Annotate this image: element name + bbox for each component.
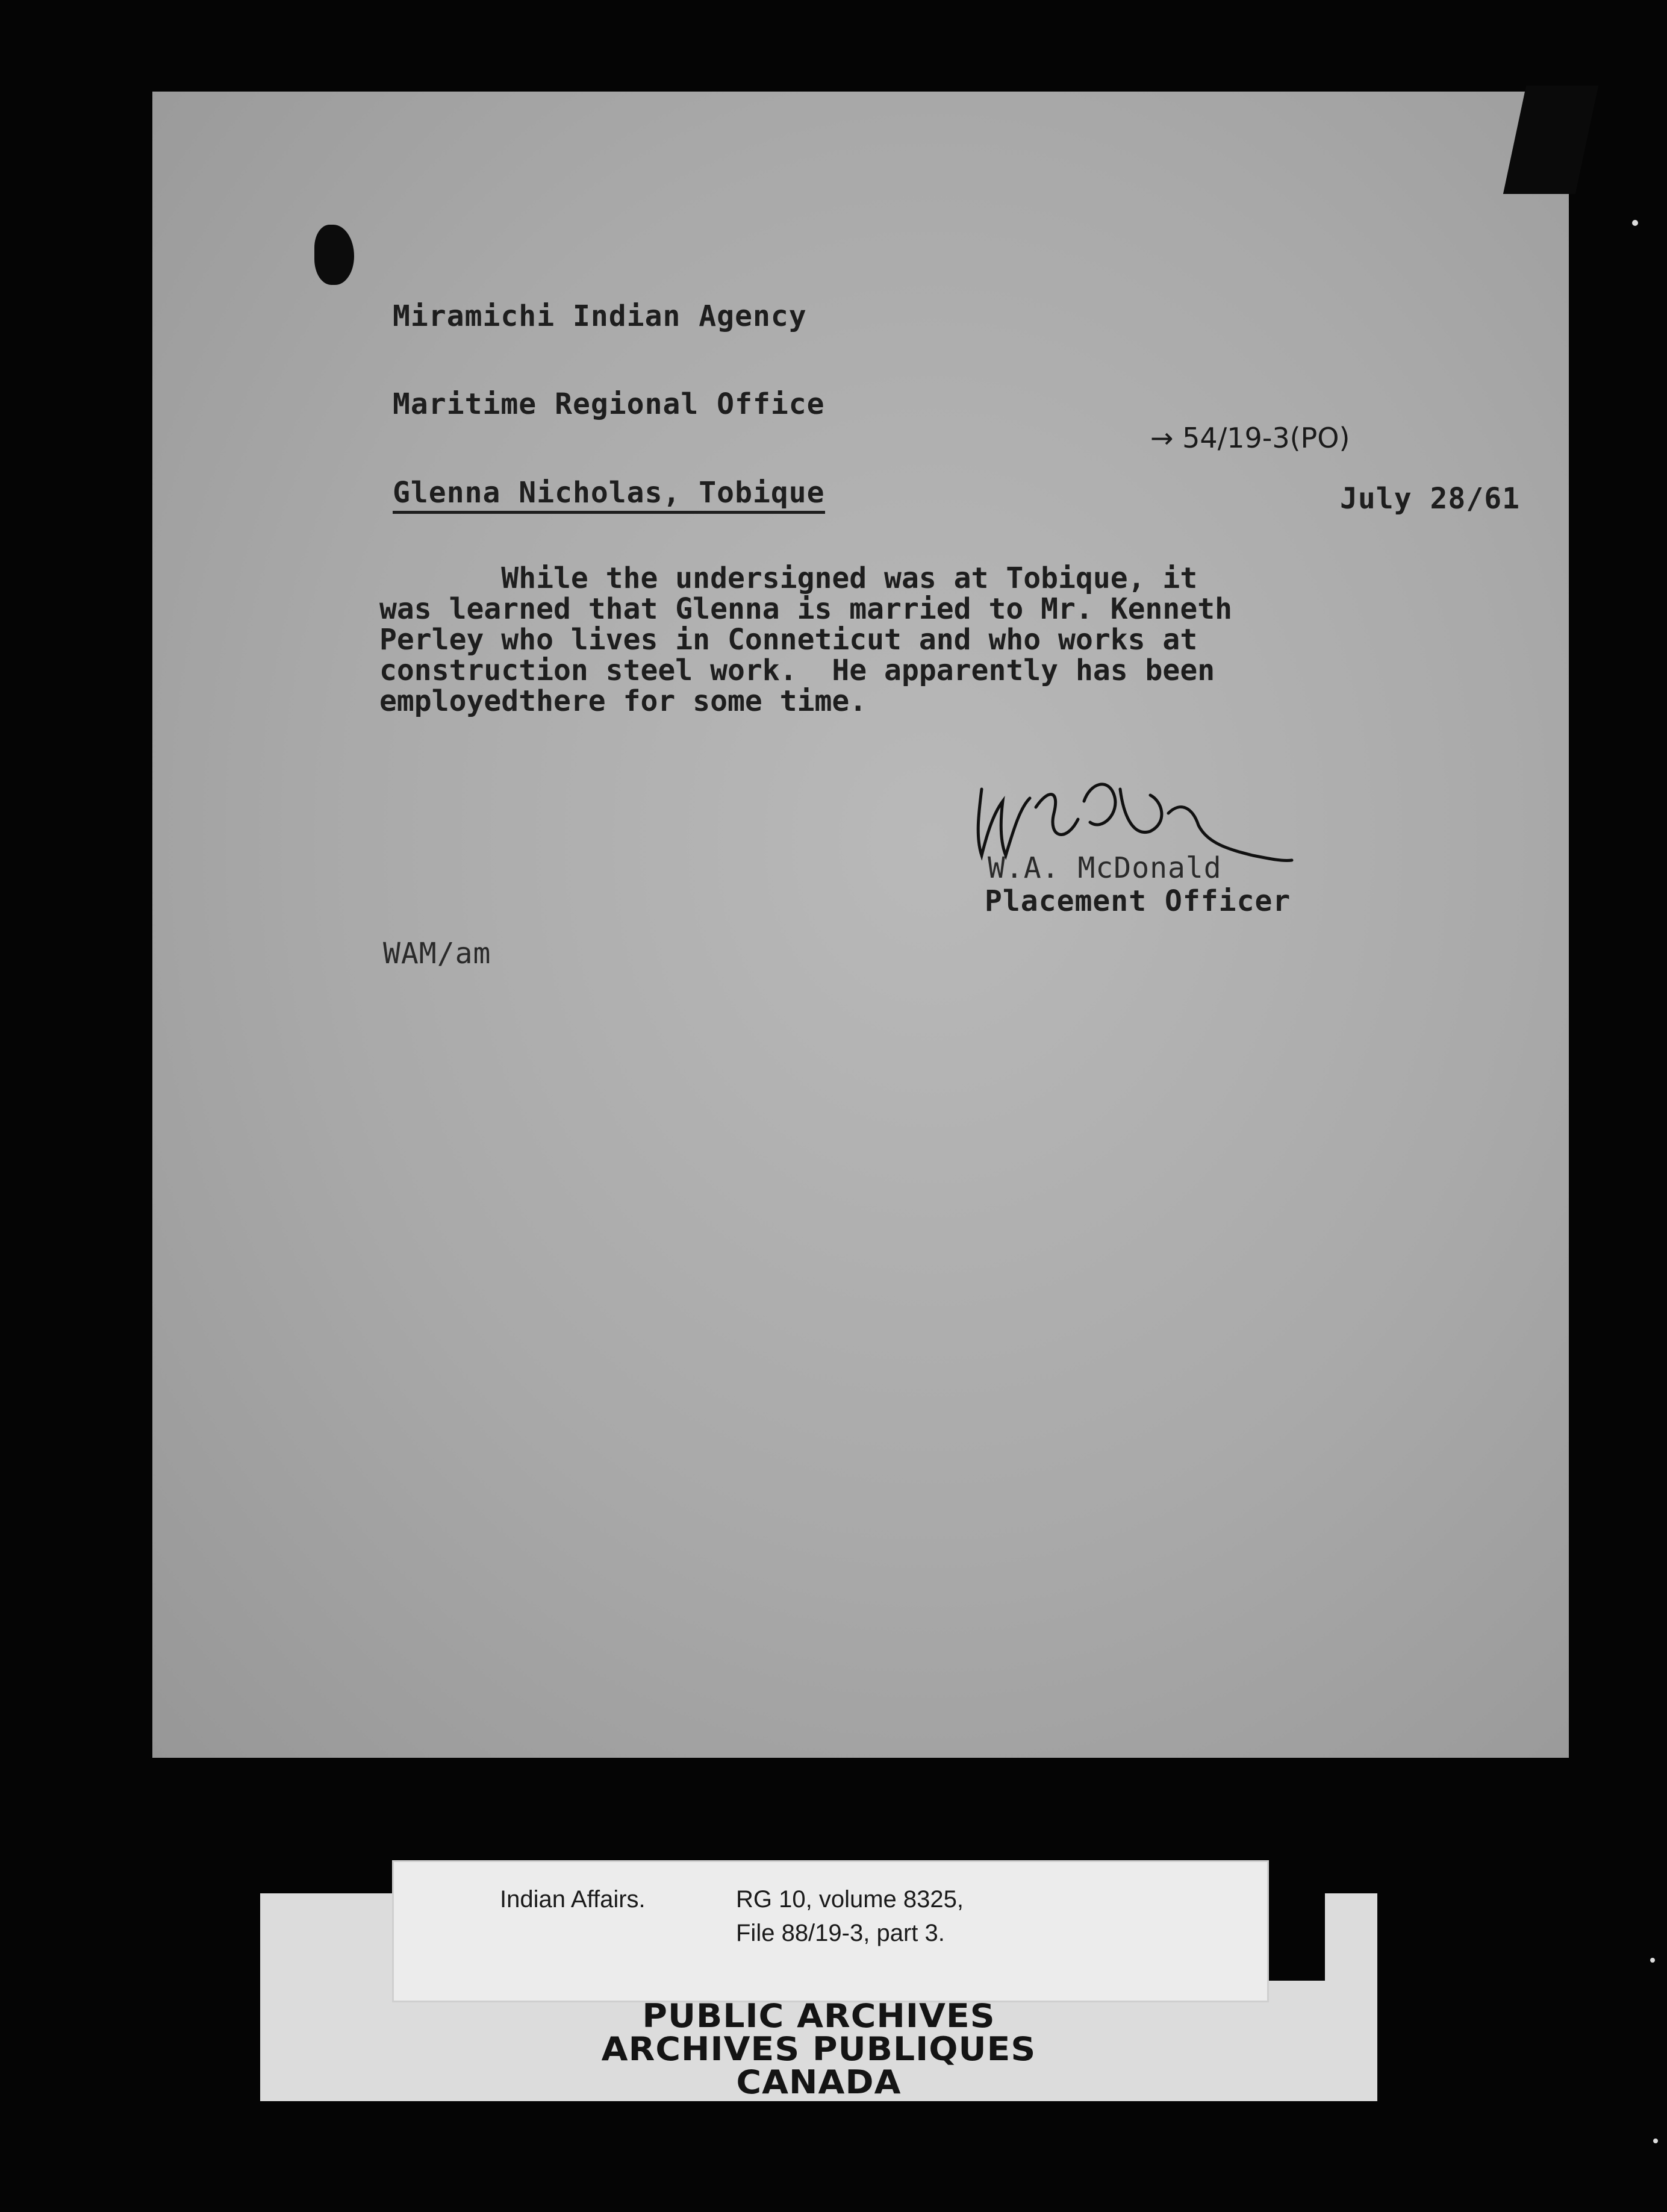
- signatory-title: Placement Officer: [985, 884, 1291, 918]
- reference-line-1: RG 10, volume 8325,: [736, 1886, 964, 1913]
- film-speck: [1650, 1958, 1655, 1963]
- film-speck: [1653, 2139, 1658, 2143]
- archive-stamp-line-3: CANADA: [736, 2063, 902, 2101]
- film-speck: [1632, 220, 1638, 226]
- body-line: While the undersigned was at Tobique, it: [379, 561, 1198, 595]
- department-label: Indian Affairs.: [500, 1886, 646, 1913]
- archive-stamp-line-2: ARCHIVES PUBLIQUES: [601, 2030, 1036, 2068]
- memo-from: Maritime Regional Office: [393, 387, 825, 421]
- signatory-name: W.A. McDonald: [988, 851, 1222, 885]
- memo-subject: Glenna Nicholas, Tobique: [393, 476, 825, 514]
- body-line: Perley who lives in Conneticut and who works at: [379, 623, 1198, 657]
- punch-hole: [314, 225, 354, 285]
- reference-line-2: File 88/19-3, part 3.: [736, 1920, 945, 1946]
- memo-sheet: [152, 92, 1569, 1758]
- body-line: was learned that Glenna is married to Mr. Kenneth: [379, 592, 1233, 626]
- memo-date: July 28/61: [1340, 482, 1520, 516]
- body-line: employedthere for some time.: [379, 684, 867, 718]
- file-reference: → 54/19-3(PO): [1150, 422, 1350, 454]
- typist-initials: WAM/am: [383, 937, 491, 970]
- archive-stamp-line-1: PUBLIC ARCHIVES: [642, 1997, 996, 2035]
- archive-reference-card: [392, 1860, 1269, 2002]
- memo-to: Miramichi Indian Agency: [393, 299, 807, 333]
- body-line: construction steel work. He apparently has been: [379, 654, 1215, 687]
- torn-corner: [1503, 86, 1598, 194]
